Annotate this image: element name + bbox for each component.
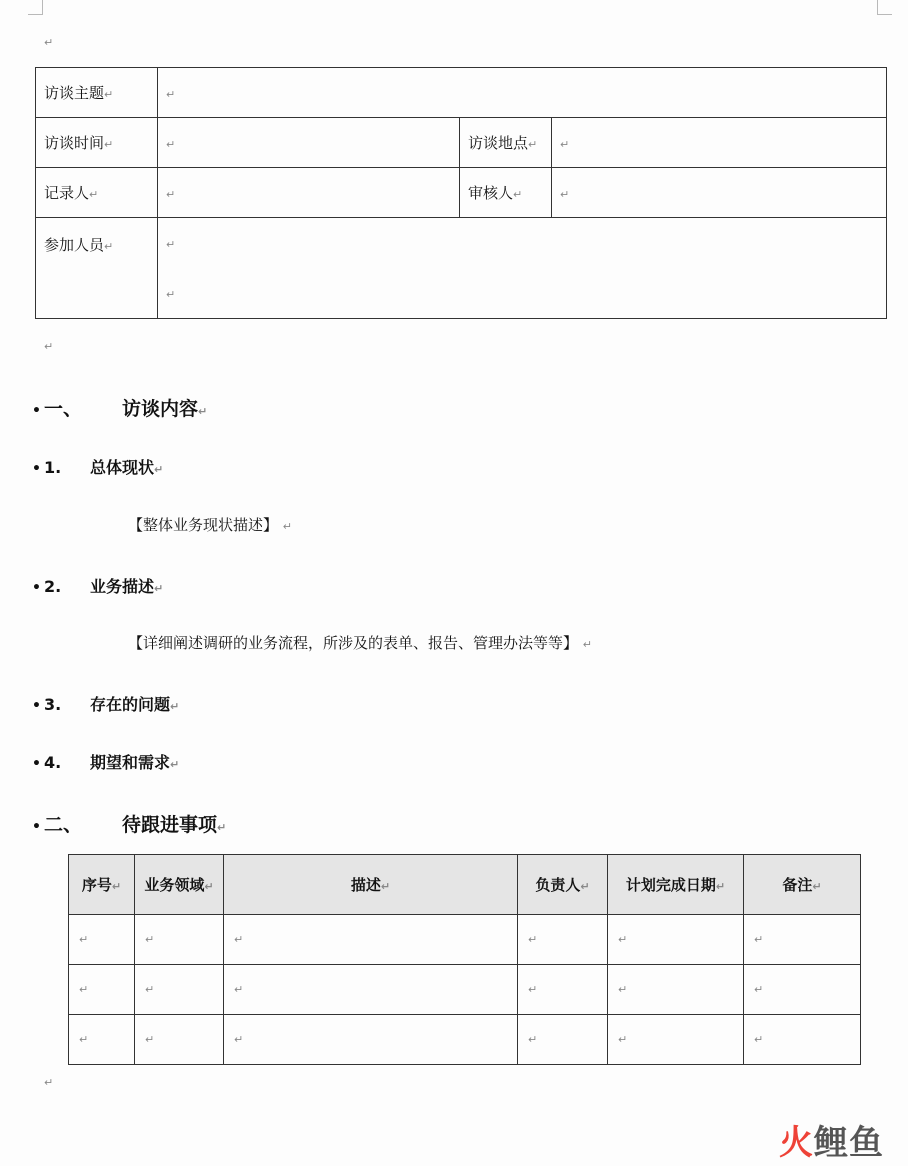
- table-cell[interactable]: ↵: [224, 1015, 518, 1065]
- watermark-fish: 鲤鱼: [814, 1123, 884, 1163]
- section1-item1-heading: • 1. 总体现状↵: [32, 458, 164, 477]
- header-description: 描述↵: [224, 855, 518, 915]
- section1-item4-heading: • 4. 期望和需求↵: [32, 753, 180, 772]
- interview-info-table: [35, 67, 887, 319]
- table-cell[interactable]: ↵: [518, 1015, 608, 1065]
- location-label-cell: 访谈地点↵: [460, 118, 552, 168]
- table-cell[interactable]: ↵: [69, 1015, 135, 1065]
- topic-value-cell[interactable]: ↵: [158, 68, 887, 118]
- item2-number: 2.: [43, 577, 62, 596]
- participants-label-cell: 参加人员↵: [36, 218, 158, 319]
- item1-title: 总体现状: [89, 458, 154, 477]
- item3-title: 存在的问题: [89, 695, 170, 714]
- header-due-date: 计划完成日期↵: [608, 855, 744, 915]
- location-value-cell[interactable]: ↵: [552, 118, 887, 168]
- watermark-fire: 火: [779, 1123, 814, 1163]
- table-cell[interactable]: ↵: [608, 1015, 744, 1065]
- table-cell[interactable]: ↵: [608, 965, 744, 1015]
- page-corner-top-right: [877, 0, 892, 15]
- table-cell[interactable]: ↵: [69, 965, 135, 1015]
- item4-number: 4.: [43, 753, 62, 772]
- recorder-label-cell: 记录人↵: [36, 168, 158, 218]
- table-row: [69, 915, 861, 965]
- table-cell[interactable]: ↵: [69, 915, 135, 965]
- table-cell[interactable]: ↵: [518, 915, 608, 965]
- section1-item3-heading: • 3. 存在的问题↵: [32, 695, 180, 714]
- page-corner-top-left: [28, 0, 43, 15]
- recorder-value-cell[interactable]: ↵: [158, 168, 460, 218]
- table-cell[interactable]: ↵: [224, 965, 518, 1015]
- section1-item2-heading: • 2. 业务描述↵: [32, 577, 164, 596]
- participants-label: 参加人员: [44, 236, 105, 254]
- section1-number: 一、: [43, 398, 82, 420]
- table-cell[interactable]: ↵: [135, 1015, 224, 1065]
- item2-title: 业务描述: [89, 577, 154, 596]
- recorder-label: 记录人: [44, 184, 90, 202]
- section2-title: 待跟进事项: [121, 814, 217, 836]
- reviewer-label-cell: 审核人↵: [460, 168, 552, 218]
- watermark-logo: [779, 1115, 884, 1164]
- participants-value-cell[interactable]: ↵ ↵: [158, 218, 887, 319]
- reviewer-label: 审核人: [468, 184, 514, 202]
- header-owner: 负责人↵: [518, 855, 608, 915]
- topic-label: 访谈主题: [44, 84, 105, 102]
- table-cell[interactable]: ↵: [135, 965, 224, 1015]
- table-row: [69, 1015, 861, 1065]
- table-cell[interactable]: ↵: [518, 965, 608, 1015]
- section2-number: 二、: [43, 814, 82, 836]
- header-index: 序号↵: [69, 855, 135, 915]
- item3-number: 3.: [43, 695, 62, 714]
- header-domain: 业务领域↵: [135, 855, 224, 915]
- time-label: 访谈时间: [44, 134, 105, 152]
- section1-heading: • 一、 访谈内容↵: [32, 394, 207, 421]
- table-cell[interactable]: ↵: [744, 1015, 861, 1065]
- item4-title: 期望和需求: [89, 753, 170, 772]
- paragraph-mark: ↵: [44, 340, 54, 353]
- location-label: 访谈地点: [468, 134, 529, 152]
- table-row: [69, 965, 861, 1015]
- table-cell[interactable]: ↵: [608, 915, 744, 965]
- item1-body: 【整体业务现状描述】 ↵: [128, 516, 293, 534]
- section2-heading: • 二、 待跟进事项↵: [32, 810, 226, 837]
- table-cell[interactable]: ↵: [224, 915, 518, 965]
- followup-table: [68, 854, 861, 1065]
- time-value-cell[interactable]: ↵: [158, 118, 460, 168]
- section1-title: 访谈内容: [121, 398, 198, 420]
- time-label-cell: 访谈时间↵: [36, 118, 158, 168]
- paragraph-mark: ↵: [44, 36, 54, 49]
- header-remarks: 备注↵: [744, 855, 861, 915]
- topic-label-cell: 访谈主题↵: [36, 68, 158, 118]
- table-cell[interactable]: ↵: [744, 965, 861, 1015]
- followup-header-row: [69, 855, 861, 915]
- reviewer-value-cell[interactable]: ↵: [552, 168, 887, 218]
- paragraph-mark: ↵: [44, 1076, 54, 1089]
- table-cell[interactable]: ↵: [744, 915, 861, 965]
- item2-body: 【详细阐述调研的业务流程，所涉及的表单、报告、管理办法等等】 ↵: [128, 634, 593, 652]
- item1-number: 1.: [43, 458, 62, 477]
- table-cell[interactable]: ↵: [135, 915, 224, 965]
